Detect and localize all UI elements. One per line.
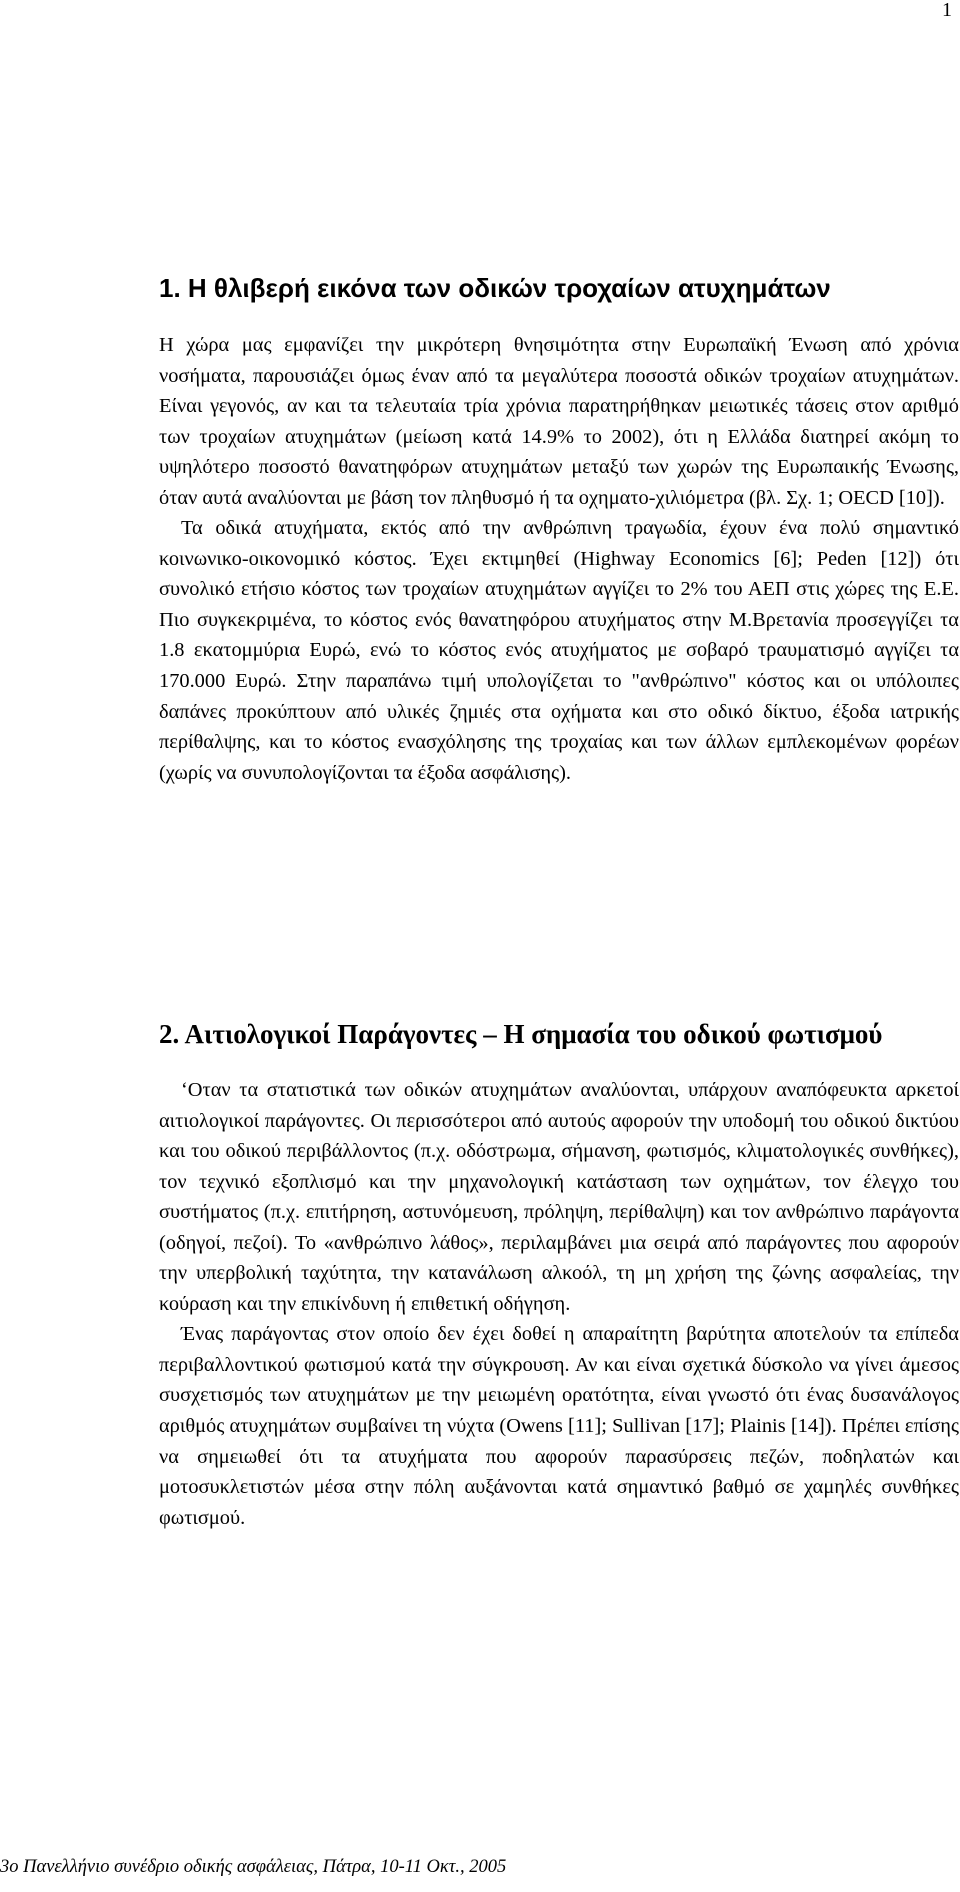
section-2-body [159, 1075, 959, 1533]
section-1-body [159, 330, 959, 788]
section-2-paragraph-2: Ένας παράγοντας στον οποίο δεν έχει δοθεί η απαραίτητη βαρύτητα αποτελούν τα επίπεδα περιβαλλοντικού φωτισμού κατά την σύγκρουση. Αν και είναι σχετικά δύσκολο να γίνει άμεσος συσχετισμός των ατυχημάτων με την μειωμένη ορατότητα, είναι γνωστό ότι ένας δυσανάλογος αριθμός ατυχημάτων συμβαίνει τη νύχτα (Owens [11]; Sullivan [17]; Plainis [14]). Πρέπει επίσης να σημειωθεί ότι τα ατυχήματα που αφορούν παρασύρσεις πεζών, ποδηλατών και μοτοσυκλετιστών μέσα στην πόλη αυξάνονται κατά σημαντικό βαθμό σε χαμηλές συνθήκες φωτισμού. [159, 1323, 959, 1529]
section-2-paragraph-1: ‘Οταν τα στατιστικά των οδικών ατυχημάτων αναλύονται, υπάρχουν αναπόφευκτα αρκετοί αιτιολογικοί παράγοντες. Οι περισσότεροι από αυτούς αφορούν την υποδομή του οδικού δικτύου και του οδικού περιβάλλοντος (π.χ. οδόστρωμα, σήμανση, φωτισμός, κλιματολογικές συνθήκες), τον τεχνικό εξοπλισμό και την μηχανολογική κατάσταση των οχημάτων, τον έλεγχο του συστήματος (π.χ. επιτήρηση, αστυνόμευση, πρόληψη, περίθαλψη) και τον ανθρώπινο παράγοντα (οδηγοί, πεζοί). Το «ανθρώπινο λάθος», περιλαμβάνει μια σειρά από παράγοντες που αφορούν την υπερβολική ταχύτητα, την κατανάλωση αλκοόλ, τη μη χρήση της ζώνης ασφαλείας, την κούραση και την επικίνδυνη ή επιθετική οδήγηση. [159, 1079, 959, 1315]
section-1-paragraph-2: Τα οδικά ατυχήματα, εκτός από την ανθρώπινη τραγωδία, έχουν ένα πολύ σημαντικό κοινωνικο-οικονομικό κόστος. Έχει εκτιμηθεί (Highway Economics [6]; Peden [12]) ότι συνολικό ετήσιο κόστος των τροχαίων ατυχημάτων αγγίζει το 2% του ΑΕΠ στις χώρες της Ε.Ε. Πιο συγκεκριμένα, το κόστος ενός θανατηφόρου ατυχήματος στην Μ.Βρετανία προσεγγίζει τα 1.8 εκατομμύρια Ευρώ, ενώ το κόστος ενός ατυχήματος με σοβαρό τραυματισμό αγγίζει τα 170.000 Ευρώ. Στην παραπάνω τιμή υπολογίζεται το "ανθρώπινο" κόστος και οι υπόλοιπες δαπάνες προκύπτουν από υλικές ζημιές στα οχήματα και στο οδικό δίκτυο, έξοδα ιατρικής περίθαλψης, και το κόστος ενασχόλησης της τροχαίας και των άλλων εμπλεκομένων φορέων (χωρίς να συνυπολογίζονται τα έξοδα ασφάλισης). [159, 517, 959, 784]
page-number: 1 [942, 0, 952, 21]
section-1-heading: 1. Η θλιβερή εικόνα των οδικών τροχαίων ατυχημάτων [159, 273, 831, 303]
footer-conference-note: 3ο Πανελλήνιο συνέδριο οδικής ασφάλειας, Πάτρα, 10-11 Οκτ., 2005 [0, 1857, 507, 1877]
section-2-heading: 2. Αιτιολογικοί Παράγοντες – Η σημασία του οδικού φωτισμού [159, 1019, 883, 1049]
section-1-paragraph-1: Η χώρα μας εμφανίζει την μικρότερη θνησιμότητα στην Ευρωπαϊκή Ένωση από χρόνια νοσήματα, παρουσιάζει όμως έναν από τα μεγαλύτερα ποσοστά οδικών τροχαίων ατυχημάτων. Είναι γεγονός, αν και τα τελευταία τρία χρόνια παρατηρήθηκαν μειωτικές τάσεις στον αριθμό των τροχαίων ατυχημάτων (μείωση κατά 14.9% το 2002), ότι η Ελλάδα διατηρεί ακόμη το υψηλότερο ποσοστό θανατηφόρων ατυχημάτων μεταξύ των χωρών της Ευρωπαικής Ένωσης, όταν αυτά αναλύονται με βάση τον πληθυσμό ή τα οχηματο-χιλιόμετρα (βλ. Σχ. 1; OECD [10]). [159, 334, 959, 509]
